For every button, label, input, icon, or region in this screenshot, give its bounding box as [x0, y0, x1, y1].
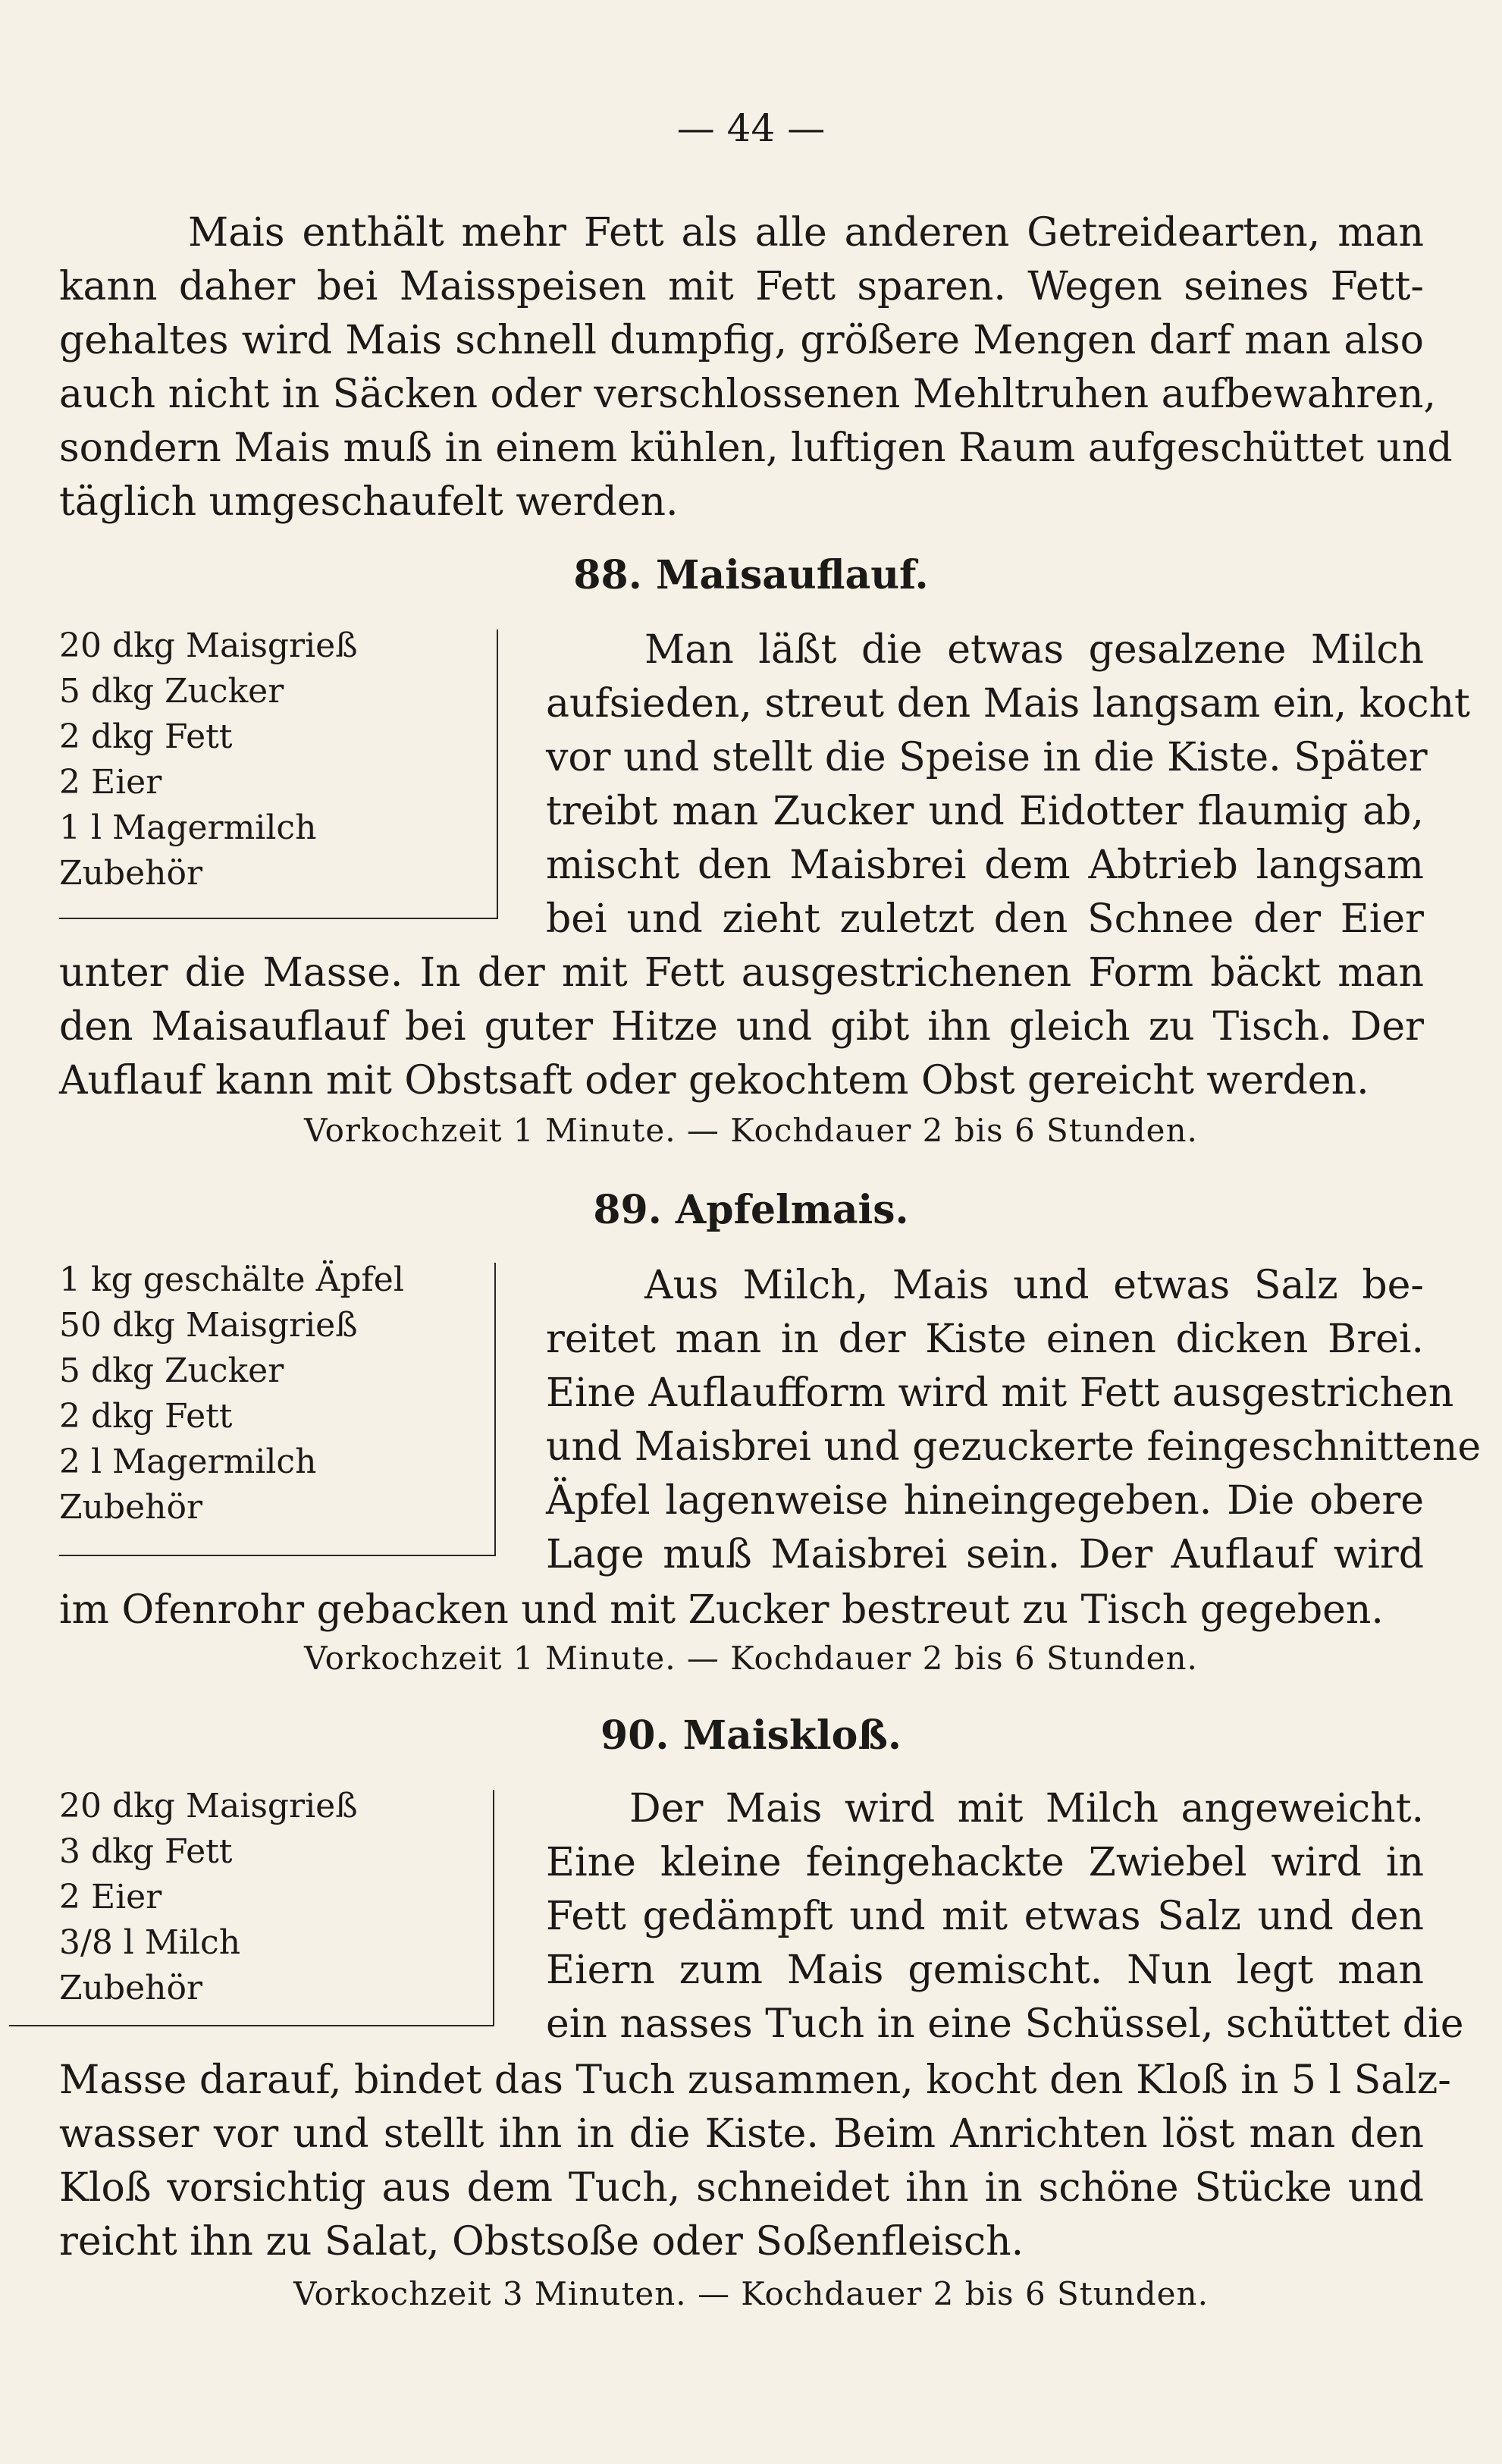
text-line: Eine Auflaufform wird mit Fett ausgestrichen	[546, 1370, 1454, 1416]
text-line: Fett gedämpft und mit etwas Salz und den	[546, 1894, 1424, 1939]
intro-paragraph	[59, 206, 1453, 529]
text-line: Äpfel lagenweise hineingegeben. Die obere	[546, 1478, 1424, 1524]
ingredient-box-rule	[493, 1790, 494, 2025]
text-line: unter die Masse. In der mit Fett ausgestrichenen Form bäckt man	[59, 950, 1424, 996]
recipe-90-ingredients	[59, 1784, 358, 2011]
ingredient: 20 dkg Maisgrieß	[59, 1787, 358, 1825]
text-line: den Maisauflauf bei guter Hitze und gibt ihn gleich zu Tisch. Der	[59, 1004, 1424, 1050]
ingredient: 1 l Magermilch	[59, 808, 317, 847]
recipe-89-text	[59, 1584, 1424, 1637]
ingredient: Zubehör	[59, 1969, 202, 2007]
ingredient: 5 dkg Zucker	[59, 672, 284, 711]
ingredient-box-rule	[497, 629, 498, 918]
recipe-88-title: 88. Maisauflauf.	[573, 552, 929, 598]
intro-line: sondern Mais muß in einem kühlen, luftigen Raum aufgeschüttet und	[59, 425, 1453, 471]
text-line: im Ofenrohr gebacken und mit Zucker bestreut zu Tisch gegeben.	[59, 1587, 1384, 1633]
recipe-88-side-text	[546, 623, 1470, 946]
intro-line: Mais enthält mehr Fett als alle anderen Getreidearten, man	[188, 210, 1424, 256]
recipe-89-title: 89. Apfelmais.	[593, 1187, 909, 1233]
text-line: Masse darauf, bindet das Tuch zusammen, kocht den Kloß in 5 l Salz-	[59, 2058, 1451, 2103]
recipe-90-text	[59, 2054, 1451, 2269]
ingredient: 2 Eier	[59, 1878, 162, 1916]
intro-line: kann daher bei Maisspeisen mit Fett sparen. Wegen seines Fett-	[59, 264, 1424, 309]
recipe-89-timing: Vorkochzeit 1 Minute. — Kochdauer 2 bis 6 Stunden.	[304, 1640, 1198, 1677]
ingredient-box-rule	[9, 2025, 494, 2026]
text-line: Auflauf kann mit Obstsaft oder gekochtem Obst gereicht werden.	[59, 1058, 1369, 1103]
text-line: reitet man in der Kiste einen dicken Brei.	[546, 1317, 1424, 1362]
ingredient-box-rule	[59, 1555, 496, 1556]
ingredient-box-rule	[494, 1263, 496, 1555]
ingredient: 5 dkg Zucker	[59, 1351, 284, 1390]
ingredient: 3/8 l Milch	[59, 1923, 241, 1962]
text-line: Eiern zum Mais gemischt. Nun legt man	[546, 1948, 1424, 1993]
intro-line: täglich umgeschaufelt werden.	[59, 479, 679, 525]
text-line: Eine kleine feingehackte Zwiebel wird in	[546, 1840, 1424, 1885]
text-line: ein nasses Tuch in eine Schüssel, schüttet die	[546, 2001, 1464, 2047]
ingredient: 2 dkg Fett	[59, 717, 233, 756]
ingredient: 2 l Magermilch	[59, 1442, 317, 1481]
text-line: vor und stellt die Speise in die Kiste. Später	[546, 735, 1428, 780]
intro-line: gehaltes wird Mais schnell dumpfig, größere Mengen darf man also	[59, 318, 1424, 363]
recipe-89-ingredients	[59, 1257, 404, 1530]
intro-line: auch nicht in Säcken oder verschlossenen Mehltruhen aufbewahren,	[59, 372, 1437, 417]
ingredient: Zubehör	[59, 854, 202, 893]
text-line: bei und zieht zuletzt den Schnee der Eier	[546, 896, 1424, 942]
text-line: Kloß vorsichtig aus dem Tuch, schneidet ihn in schöne Stücke und	[59, 2165, 1424, 2211]
ingredient: 3 dkg Fett	[59, 1832, 233, 1871]
recipe-89-side-text	[546, 1259, 1482, 1582]
recipe-90-timing: Vorkochzeit 3 Minuten. — Kochdauer 2 bis 6 Stunden.	[293, 2275, 1209, 2312]
text-line: Lage muß Maisbrei sein. Der Auflauf wird	[546, 1532, 1424, 1577]
ingredient: 50 dkg Maisgrieß	[59, 1306, 358, 1345]
ingredient: 20 dkg Maisgrieß	[59, 626, 358, 665]
text-line: und Maisbrei und gezuckerte feingeschnittene	[546, 1424, 1482, 1470]
ingredient: Zubehör	[59, 1488, 202, 1527]
recipe-90-title: 90. Maiskloß.	[600, 1712, 902, 1759]
recipe-88-timing: Vorkochzeit 1 Minute. — Kochdauer 2 bis 6 Stunden.	[304, 1112, 1198, 1149]
ingredient: 2 dkg Fett	[59, 1397, 233, 1436]
text-line: Man läßt die etwas gesalzene Milch	[644, 627, 1424, 673]
page-number: — 44 —	[676, 106, 826, 150]
ingredient: 2 Eier	[59, 763, 162, 802]
text-line: treibt man Zucker und Eidotter flaumig ab,	[546, 789, 1424, 834]
recipe-88-text	[59, 946, 1424, 1108]
text-line: Der Mais wird mit Milch angeweicht.	[629, 1786, 1424, 1832]
text-line: reicht ihn zu Salat, Obstsoße oder Soßenfleisch.	[59, 2219, 1024, 2265]
text-line: aufsieden, streut den Mais langsam ein, kocht	[546, 681, 1470, 727]
recipe-90-side-text	[546, 1782, 1464, 2051]
recipe-88-ingredients	[59, 623, 358, 896]
ingredient-box-rule	[59, 918, 498, 919]
text-line: Aus Milch, Mais und etwas Salz be-	[644, 1263, 1424, 1308]
text-line: wasser vor und stellt ihn in die Kiste. Beim Anrichten löst man den	[59, 2111, 1424, 2157]
text-line: mischt den Maisbrei dem Abtrieb langsam	[546, 843, 1424, 888]
ingredient: 1 kg geschälte Äpfel	[59, 1260, 404, 1299]
